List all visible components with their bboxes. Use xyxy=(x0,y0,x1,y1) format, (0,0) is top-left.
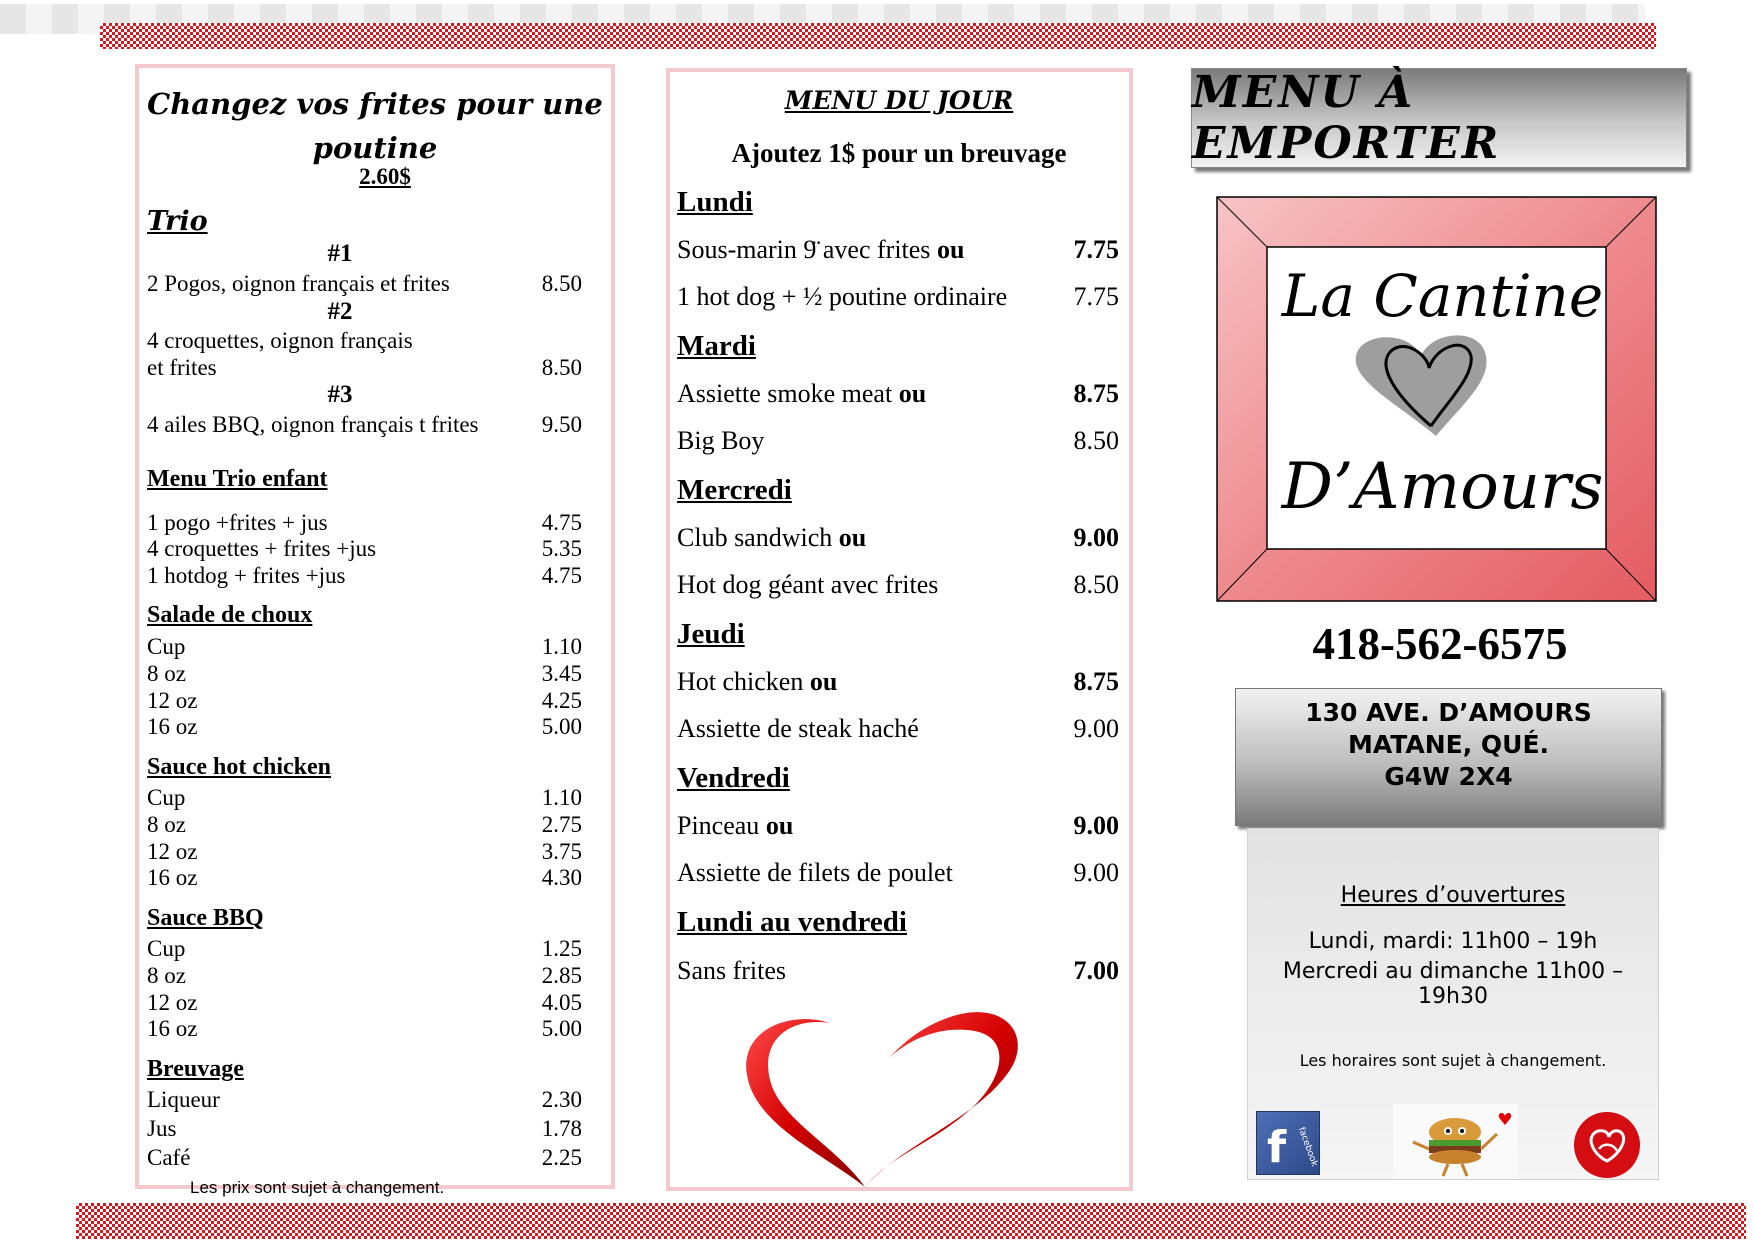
item-label: et frites xyxy=(147,355,217,380)
price-disclaimer: Les prix sont sujet à changement. xyxy=(190,1178,445,1197)
hours-disclaimer: Les horaires sont sujet à changement. xyxy=(1299,1051,1607,1070)
bottom-checker-border xyxy=(76,1203,1746,1239)
item-label: 8 oz xyxy=(147,812,186,837)
daily-item xyxy=(677,569,1119,601)
address-line: G4W 2X4 xyxy=(1384,762,1513,791)
daily-item xyxy=(677,234,1119,266)
item-price: 4.30 xyxy=(541,865,582,890)
item-label: Assiette smoke meat xyxy=(677,379,899,408)
item-price: 3.75 xyxy=(541,839,582,864)
menu-row xyxy=(147,962,582,989)
hours-line: Lundi, mardi: 11h00 – 19h xyxy=(1308,929,1598,954)
phone-number: 418-562-6575 xyxy=(1312,619,1568,669)
item-price: 8.50 xyxy=(541,271,582,296)
menu-row xyxy=(147,864,582,891)
item-label: 4 croquettes + frites +jus xyxy=(147,536,377,561)
item-price: 9.00 xyxy=(1073,714,1119,743)
item-price: 4.75 xyxy=(541,563,582,588)
item-or: ou xyxy=(765,811,794,840)
day-heading: Mercredi xyxy=(677,474,792,506)
item-price: 1.10 xyxy=(541,785,582,810)
item-price: 9.00 xyxy=(1073,523,1119,552)
item-label: Cup xyxy=(147,936,186,961)
item-label: 12 oz xyxy=(147,688,198,713)
item-price: 5.35 xyxy=(541,536,582,561)
menu-row xyxy=(147,633,582,660)
menu-row xyxy=(147,935,582,962)
item-label: 2 Pogos, oignon français et frites xyxy=(147,271,450,296)
item-label: 12 oz xyxy=(147,990,198,1015)
item-price: 5.00 xyxy=(541,1016,582,1041)
item-label: 8 oz xyxy=(147,963,186,988)
item-price: 7.00 xyxy=(1073,956,1119,985)
item-price: 7.75 xyxy=(1073,282,1119,311)
hours-line: Mercredi au dimanche 11h00 –19h30 xyxy=(1282,959,1624,1009)
item-price: 2.75 xyxy=(541,812,582,837)
item-price: 9.00 xyxy=(1073,858,1119,887)
facebook-label: facebook xyxy=(1295,1125,1320,1169)
item-or: ou xyxy=(838,523,867,552)
menu-row xyxy=(147,660,582,687)
item-label: Sans frites xyxy=(677,956,787,985)
facebook-icon[interactable]: f facebook xyxy=(1256,1111,1320,1175)
item-price: 8.50 xyxy=(1073,426,1119,455)
item-label: Pinceau xyxy=(677,811,766,840)
top-checker-border xyxy=(100,23,1656,49)
item-label: Hot dog géant avec frites xyxy=(677,570,939,599)
daily-item xyxy=(677,281,1119,313)
item-price: 7.75 xyxy=(1073,235,1119,264)
menu-row xyxy=(147,1144,582,1171)
day-heading: Lundi xyxy=(677,186,753,218)
drink-addon-note: Ajoutez 1$ pour un breuvage xyxy=(731,138,1067,168)
item-price: 4.05 xyxy=(541,990,582,1015)
item-label: Hot chicken xyxy=(677,667,810,696)
item-label: 16 oz xyxy=(147,1016,198,1041)
menu-row xyxy=(147,713,582,740)
daily-item xyxy=(677,955,1119,987)
fries-upgrade-price: 2.60$ xyxy=(359,164,411,189)
item-label: 16 oz xyxy=(147,865,198,890)
item-label: Assiette de filets de poulet xyxy=(677,858,953,887)
daily-item xyxy=(677,522,1119,554)
menu-row xyxy=(147,784,582,811)
logo-frame xyxy=(1216,196,1657,602)
item-price: 2.85 xyxy=(541,963,582,988)
menu-row xyxy=(147,327,582,354)
menu-row xyxy=(147,270,582,297)
menu-row xyxy=(147,811,582,838)
day-heading: Lundi au vendredi xyxy=(677,906,907,938)
day-heading: Vendredi xyxy=(677,762,790,794)
item-or: ou xyxy=(898,379,927,408)
hot-chicken-sauce-heading: Sauce hot chicken xyxy=(147,754,332,780)
item-price: 8.50 xyxy=(541,355,582,380)
red-round-logo-icon[interactable] xyxy=(1573,1111,1641,1179)
menu-row xyxy=(147,989,582,1016)
item-price: 1.78 xyxy=(541,1116,582,1141)
item-price: 4.75 xyxy=(541,510,582,535)
item-price: 8.75 xyxy=(1073,667,1119,696)
daily-item xyxy=(677,857,1119,889)
item-price: 3.45 xyxy=(541,661,582,686)
red-heart-icon xyxy=(735,1005,1025,1190)
item-or: ou xyxy=(936,235,965,264)
trio-number-2: #2 xyxy=(327,298,353,325)
menu-row xyxy=(147,354,582,381)
item-or: ou xyxy=(809,667,838,696)
trio-number-3: #3 xyxy=(327,381,353,408)
item-label: Sous-marin 9̈ avec frites xyxy=(677,235,937,264)
address-line: MATANE, QUÉ. xyxy=(1347,730,1550,759)
kids-trio-heading: Menu Trio enfant xyxy=(147,466,328,492)
item-label: 8 oz xyxy=(147,661,186,686)
item-price: 2.30 xyxy=(541,1087,582,1112)
item-price: 9.00 xyxy=(1073,811,1119,840)
item-label: 12 oz xyxy=(147,839,198,864)
logo-text-line1: La Cantine xyxy=(1281,262,1604,330)
menu-row xyxy=(147,1086,582,1113)
item-price: 4.25 xyxy=(541,688,582,713)
daily-item xyxy=(677,425,1119,457)
banner-text: MENU À EMPORTER xyxy=(1192,67,1501,169)
menu-row xyxy=(147,838,582,865)
daily-menu-title: MENU DU JOUR xyxy=(784,86,1014,115)
daily-item xyxy=(677,666,1119,698)
item-label: Big Boy xyxy=(677,426,765,455)
opening-hours-box xyxy=(1247,828,1659,1180)
trio-heading: Trio xyxy=(147,206,208,237)
address-box xyxy=(1235,688,1662,826)
item-label: 4 croquettes, oignon français xyxy=(147,328,413,353)
item-price: 1.10 xyxy=(541,634,582,659)
item-label: 4 ailes BBQ, oignon français t frites xyxy=(147,412,479,437)
bbq-sauce-heading: Sauce BBQ xyxy=(147,905,264,931)
takeout-menu-banner xyxy=(1191,68,1687,168)
daily-item xyxy=(677,378,1119,410)
address-line: 130 AVE. D’AMOURS xyxy=(1305,698,1592,727)
item-label: Cup xyxy=(147,634,186,659)
menu-row xyxy=(147,509,582,536)
item-label: Jus xyxy=(147,1116,177,1141)
item-price: 1.25 xyxy=(541,936,582,961)
item-price: 5.00 xyxy=(541,714,582,739)
menu-row xyxy=(147,687,582,714)
menu-row xyxy=(147,562,582,589)
fries-upgrade-title: Changez vos frites pour une poutine xyxy=(147,87,603,165)
menu-row xyxy=(147,535,582,562)
day-heading: Jeudi xyxy=(677,618,745,650)
day-heading: Mardi xyxy=(677,330,756,362)
item-price: 9.50 xyxy=(541,412,582,437)
drinks-heading: Breuvage xyxy=(147,1056,244,1082)
item-price: 8.50 xyxy=(1073,570,1119,599)
item-label: 1 hot dog + ½ poutine ordinaire xyxy=(677,282,1008,311)
coleslaw-heading: Salade de choux xyxy=(147,602,313,628)
item-label: 16 oz xyxy=(147,714,198,739)
item-label: Liqueur xyxy=(147,1087,220,1112)
item-label: 1 pogo +frites + jus xyxy=(147,510,328,535)
menu-row xyxy=(147,411,582,438)
item-price: 2.25 xyxy=(541,1145,582,1170)
daily-item xyxy=(677,713,1119,745)
menu-row xyxy=(147,1015,582,1042)
item-label: Café xyxy=(147,1145,191,1170)
item-label: Club sandwich xyxy=(677,523,839,552)
trio-number-1: #1 xyxy=(327,240,353,267)
hours-title: Heures d’ouvertures xyxy=(1340,883,1566,908)
burger-mascot-icon xyxy=(1393,1104,1518,1179)
item-label: Assiette de steak haché xyxy=(677,714,919,743)
item-label: Cup xyxy=(147,785,186,810)
logo-text-line2: D’Amours xyxy=(1281,450,1604,524)
item-label: 1 hotdog + frites +jus xyxy=(147,563,346,588)
item-price: 8.75 xyxy=(1073,379,1119,408)
menu-row xyxy=(147,1115,582,1142)
daily-item xyxy=(677,810,1119,842)
